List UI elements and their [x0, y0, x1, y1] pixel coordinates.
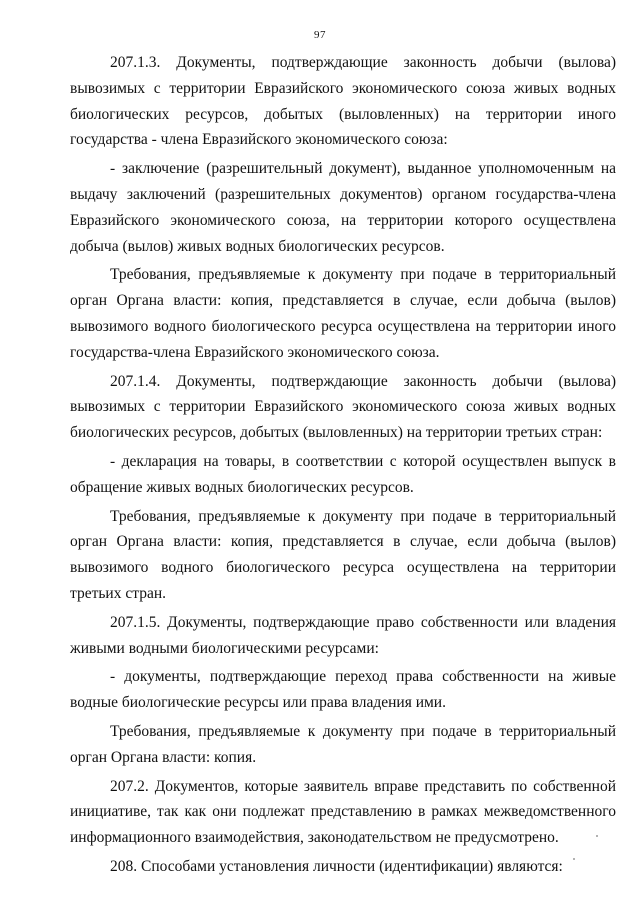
page-number: 97: [314, 29, 326, 41]
paragraph-requirements-1: Требования, предъявляемые к документу при подаче в территориальный орган Органа власти: копия, представляется в случае, если добыча (вылов) вывозимого водного биологического ресурса осуществлена на территории иного государства-члена Евразийского экономического союза.: [70, 266, 616, 361]
list-item-conclusion: - заключение (разрешительный документ), выданное уполномоченным на выдачу заключений (разрешительных документов) органом государства-члена Евразийского экономического союза, на территории которого осуществлена добыча (вылов) живых водных биологических ресурсов.: [70, 160, 616, 255]
paragraph-requirements-2: Требования, предъявляемые к документу при подаче в территориальный орган Органа власти: копия, представляется в случае, если добыча (вылов) вывозимого водного биологического ресурса осуществлена на территории третьих стран.: [70, 507, 616, 602]
paragraph-207-1-3: 207.1.3. Документы, подтверждающие законность добычи (вылова) вывозимых с территории Евразийского экономического союза живых водных биологических ресурсов, добытых (выловленных) на территории иного государства - члена Евразийского экономического союза:: [70, 54, 616, 149]
document-body: [70, 50, 616, 883]
paragraph-207-1-4: 207.1.4. Документы, подтверждающие законность добычи (вылова) вывозимых с территории Евразийского экономического союза живых водных биологических ресурсов, добытых (выловленных) на территории третьих стран:: [70, 372, 616, 442]
paragraph-207-2: 207.2. Документов, которые заявитель вправе представить по собственной инициативе, так как они подлежат представлению в рамках межведомственного информационного взаимодействия, законодательством не предусмотрено.: [70, 777, 616, 847]
scan-speck: [573, 858, 575, 860]
paragraph-207-1-5: 207.1.5. Документы, подтверждающие право собственности или владения живыми водными биологическими ресурсами:: [70, 613, 616, 657]
scan-speck: [596, 835, 598, 837]
list-item-ownership-documents: - документы, подтверждающие переход права собственности на живые водные биологические ресурсы или права владения ими.: [70, 668, 616, 712]
paragraph-requirements-3: Требования, предъявляемые к документу при подаче в территориальный орган Органа власти: копия.: [70, 722, 616, 766]
list-item-declaration: - декларация на товары, в соответствии с которой осуществлен выпуск в обращение живых водных биологических ресурсов.: [70, 452, 616, 496]
paragraph-208: 208. Способами установления личности (идентификации) являются:: [110, 857, 563, 875]
